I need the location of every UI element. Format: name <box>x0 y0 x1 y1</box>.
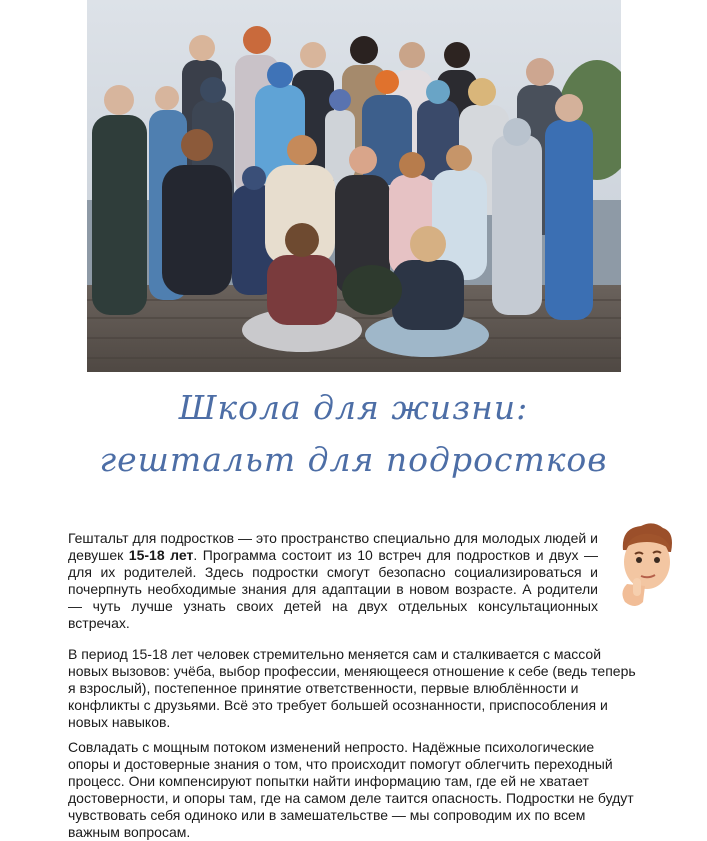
intro-paragraph <box>68 530 598 632</box>
paragraph-age-challenges: В период 15-18 лет человек стремительно меняется сам и сталкивается с массой новых вызовов: учёба, выбор профессии, меняющееся отношение к себе (ведь теперь я взрослый), постепенное принятие ответственности, первые влюблённости и конфликты с друзьями. Всё это требует большей осознанности, приспособления и новых навыков. <box>68 646 636 730</box>
heading-line-2: гештальт для подростков <box>99 440 608 479</box>
intro-text-start: Гештальт для подростков — это пространство специально для молодых людей и девушек <box>68 530 598 563</box>
thinking-avatar-icon <box>611 520 681 612</box>
heading-line-1: Школа для жизни: <box>178 388 529 427</box>
intro-text-end: . Программа состоит из 10 встреч для подростков и двух — для их родителей. Здесь подростки смогут безопасно социализироваться и почерпнуть необходимые знания для адаптации в новом возрасте. А родители — чуть лучше узнать своих детей на двух отдельных консультационных встречах. <box>68 547 598 631</box>
age-range: 15-18 лет <box>128 547 194 563</box>
group-photo <box>87 0 621 372</box>
paragraph-support: Совладать с мощным потоком изменений непросто. Надёжные психологические опоры и достоверные знания о том, что происходит помогут облегчить переходный процесс. Они компенсируют попытки найти информацию там, где ей не хватает достоверности, и опоры там, где на самом деле таится опасность. Подростки не будут чувствовать себя одиноко или в замешательстве — мы сопроводим их по всем важным вопросам. <box>68 739 634 840</box>
